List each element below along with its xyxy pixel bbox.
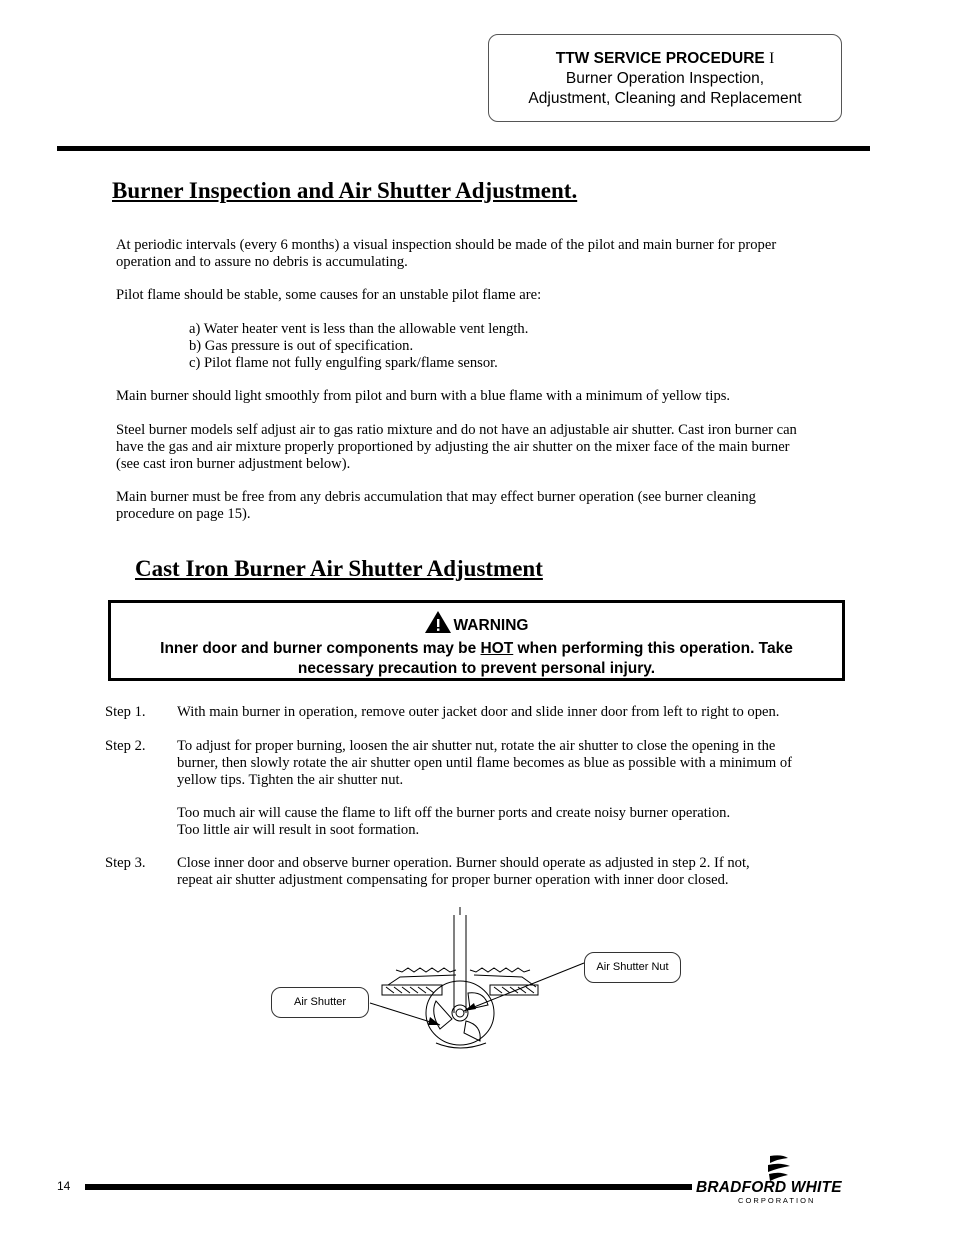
bradford-white-logo (696, 1154, 868, 1208)
logo-subtitle: C O R P O R A T I O N (738, 1196, 814, 1205)
procedure-header-box (488, 34, 842, 122)
procedure-roman: I (769, 50, 775, 67)
warning-line-2: necessary precaution to prevent personal injury. (297, 660, 656, 677)
warning-text: when performing this operation. Take (513, 640, 793, 657)
paragraph-steel-burner (116, 422, 797, 473)
top-rule (57, 146, 870, 151)
step-line: burner, then slowly rotate the air shutter open until flame becomes as blue as possible with a minimum of (177, 755, 793, 771)
step-2-note (177, 805, 730, 839)
procedure-subtitle-1: Burner Operation Inspection, (565, 70, 765, 87)
paragraph-pilot: Pilot flame should be stable, some causes for an unstable pilot flame are: (116, 287, 542, 303)
paragraph-main-burner: Main burner should light smoothly from pilot and burn with a blue flame with a minimum of yellow tips. (116, 388, 731, 404)
paragraph-line: Steel burner models self adjust air to gas ratio mixture and do not have an adjustable air shutter. Cast iron burner can (116, 422, 797, 438)
paragraph-line: have the gas and air mixture properly proportioned by adjusting the air shutter on the mixer face of the main burner (116, 439, 790, 455)
section-heading-inspection: Burner Inspection and Air Shutter Adjustment. (112, 178, 578, 203)
paragraph-line: (see cast iron burner adjustment below). (116, 456, 351, 472)
bottom-rule (85, 1184, 692, 1190)
page-number: 14 (57, 1179, 71, 1193)
note-line: Too much air will cause the flame to lift off the burner ports and create noisy burner operation. (177, 805, 731, 821)
step-line: repeat air shutter adjustment compensating for proper burner operation with inner door closed. (177, 872, 729, 888)
callout-air-shutter: Air Shutter (271, 987, 369, 1018)
step-label: Step 2. (105, 738, 146, 754)
step-label: Step 3. (105, 855, 146, 871)
cause-list (189, 321, 528, 372)
step-line: yellow tips. Tighten the air shutter nut. (177, 772, 404, 788)
warning-triangle-icon (425, 611, 451, 639)
step-3-text (177, 855, 750, 889)
warning-text: Inner door and burner components may be (160, 640, 481, 657)
warning-hot-text: HOT (480, 640, 514, 657)
step-2-text (177, 738, 792, 789)
step-line: Close inner door and observe burner operation. Burner should operate as adjusted in step 2. If not, (177, 855, 750, 871)
section-heading-cast-iron: Cast Iron Burner Air Shutter Adjustment (135, 556, 543, 581)
warning-title: WARNING (453, 617, 529, 634)
callout-air-shutter-nut: Air Shutter Nut (584, 952, 681, 983)
note-line: Too little air will result in soot formation. (177, 822, 420, 838)
logo-wordmark: BRADFORD WHITE (696, 1179, 842, 1196)
procedure-title: TTW SERVICE PROCEDURE (555, 50, 765, 67)
step-line: To adjust for proper burning, loosen the air shutter nut, rotate the air shutter to close the opening in the (177, 738, 776, 754)
paragraph-line: operation and to assure no debris is accumulating. (116, 254, 408, 270)
step-1-text: With main burner in operation, remove outer jacket door and slide inner door from left to right to open. (177, 704, 780, 720)
paragraph-line: At periodic intervals (every 6 months) a visual inspection should be made of the pilot and main burner for proper (116, 237, 777, 253)
list-item: b) Gas pressure is out of specification. (189, 338, 414, 354)
list-item: c) Pilot flame not fully engulfing spark/flame sensor. (189, 355, 498, 371)
step-label: Step 1. (105, 704, 146, 720)
warning-box (108, 600, 845, 681)
paragraph-line: Main burner must be free from any debris accumulation that may effect burner operation (see burner cleaning (116, 489, 756, 505)
procedure-subtitle-2: Adjustment, Cleaning and Replacement (528, 90, 802, 107)
paragraph-debris (116, 489, 756, 523)
paragraph-line: procedure on page 15). (116, 506, 251, 522)
warning-line-1 (111, 639, 842, 659)
list-item: a) Water heater vent is less than the allowable vent length. (189, 321, 529, 337)
paragraph-periodic (116, 237, 776, 271)
logo-flame-icon (766, 1154, 792, 1182)
